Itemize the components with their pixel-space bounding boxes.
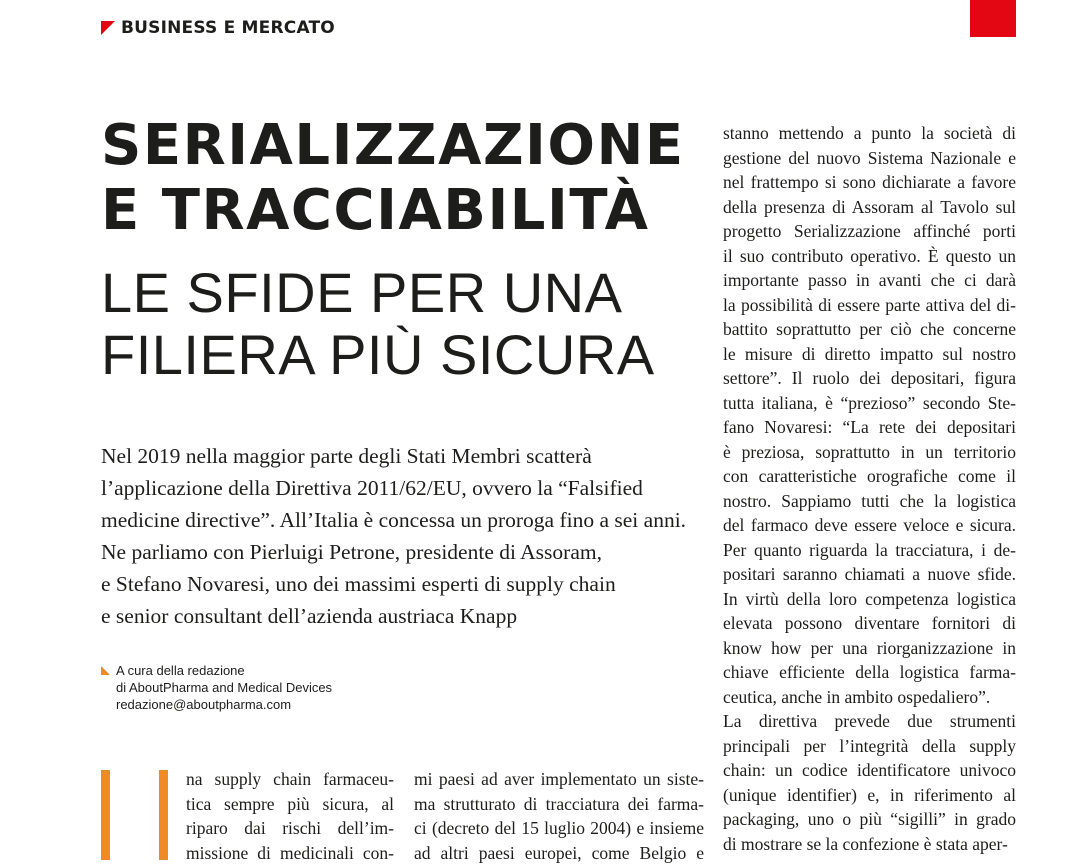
body-line: ceutica, anche in ambito ospedaliero”. bbox=[723, 685, 1016, 710]
body-line: chiave efficiente della logistica farma- bbox=[723, 660, 1016, 685]
body-line: principali per l’integrità della supply bbox=[723, 734, 1016, 759]
lead-line: Ne parliamo con Pierluigi Petrone, presidente di Assoram, bbox=[101, 536, 701, 568]
body-line: na supply chain farmaceu- bbox=[186, 767, 394, 792]
body-line: il suo contributo operativo. È questo un bbox=[723, 244, 1016, 269]
body-line: La direttiva prevede due strumenti bbox=[723, 709, 1016, 734]
body-line: tutta italiana, è “prezioso” secondo Ste- bbox=[723, 391, 1016, 416]
title-line: E TRACCIABILITÀ bbox=[101, 178, 685, 243]
corner-color-block bbox=[970, 0, 1016, 37]
body-line: della presenza di Assoram al Tavolo sul bbox=[723, 195, 1016, 220]
drop-cap-stroke bbox=[101, 770, 110, 860]
body-line: del farmaco deve essere veloce e sicura. bbox=[723, 513, 1016, 538]
author-credits bbox=[101, 662, 332, 713]
body-column-3 bbox=[723, 121, 1016, 856]
body-line: le misure di diretto impatto sul nostro bbox=[723, 342, 1016, 367]
body-line: packaging, uno o più “sigilli” in grado bbox=[723, 807, 1016, 832]
subtitle-line: LE SFIDE PER UNA bbox=[101, 262, 655, 324]
body-column-1 bbox=[186, 767, 394, 865]
body-line: ad altri paesi europei, come Belgio e bbox=[414, 841, 704, 865]
article-title bbox=[101, 113, 685, 243]
section-marker-icon bbox=[101, 21, 115, 35]
body-line: di mostrare se la confezione è stata aper- bbox=[723, 832, 1016, 857]
body-line: riparo dai rischi dell’im- bbox=[186, 816, 394, 841]
body-line: la possibilità di essere parte attiva del di- bbox=[723, 293, 1016, 318]
body-line: battito soprattutto per ciò che concerne bbox=[723, 317, 1016, 342]
body-line: stanno mettendo a punto la società di bbox=[723, 121, 1016, 146]
credit-email: redazione@aboutpharma.com bbox=[101, 696, 332, 713]
body-line: fano Novaresi: “La rete dei depositari bbox=[723, 415, 1016, 440]
body-line: progetto Serializzazione affinché porti bbox=[723, 219, 1016, 244]
lead-line: Nel 2019 nella maggior parte degli Stati Membri scatterà bbox=[101, 440, 701, 472]
body-line: nel frattempo si sono dichiarate a favore bbox=[723, 170, 1016, 195]
body-line: con caratteristiche orografiche come il bbox=[723, 464, 1016, 489]
article-lead bbox=[101, 440, 701, 632]
subtitle-line: FILIERA PIÙ SICURA bbox=[101, 324, 655, 386]
body-line: elevata possono diventare fornitori di bbox=[723, 611, 1016, 636]
lead-line: medicine directive”. All’Italia è concessa un proroga fino a sei anni. bbox=[101, 504, 701, 536]
title-line: SERIALIZZAZIONE bbox=[101, 113, 685, 178]
body-line: positari saranno chiamati a nuove sfide. bbox=[723, 562, 1016, 587]
body-line: ma strutturato di tracciatura dei farma- bbox=[414, 792, 704, 817]
body-line: In virtù della loro competenza logistica bbox=[723, 587, 1016, 612]
body-line: ci (decreto del 15 luglio 2004) e insieme bbox=[414, 816, 704, 841]
body-line: settore”. Il ruolo dei depositari, figura bbox=[723, 366, 1016, 391]
drop-cap-stroke bbox=[159, 770, 168, 860]
section-header bbox=[101, 17, 335, 39]
body-line: importante passo in avanti che ci darà bbox=[723, 268, 1016, 293]
lead-line: e senior consultant dell’azienda austriaca Knapp bbox=[101, 600, 701, 632]
credit-line: di AboutPharma and Medical Devices bbox=[101, 679, 332, 696]
body-line: tica sempre più sicura, al bbox=[186, 792, 394, 817]
credit-line bbox=[101, 662, 332, 679]
section-title: BUSINESS E MERCATO bbox=[121, 18, 335, 38]
article-subtitle bbox=[101, 262, 655, 386]
body-column-2 bbox=[414, 767, 704, 865]
lead-line: l’applicazione della Direttiva 2011/62/EU, ovvero la “Falsified bbox=[101, 472, 701, 504]
credit-text: A cura della redazione bbox=[116, 663, 245, 678]
body-line: (unique identifier) e, in riferimento al bbox=[723, 783, 1016, 808]
body-line: nostro. Sappiamo tutti che la logistica bbox=[723, 489, 1016, 514]
body-line: gestione del nuovo Sistema Nazionale e bbox=[723, 146, 1016, 171]
lead-line: e Stefano Novaresi, uno dei massimi esperti di supply chain bbox=[101, 568, 701, 600]
body-line: chain: un codice identificatore univoco bbox=[723, 758, 1016, 783]
credit-marker-icon bbox=[101, 666, 110, 675]
body-line: è preziosa, soprattutto in un territorio bbox=[723, 440, 1016, 465]
body-line: mi paesi ad aver implementato un siste- bbox=[414, 767, 704, 792]
body-line: Per quanto riguarda la tracciatura, i de- bbox=[723, 538, 1016, 563]
body-line: know how per una riorganizzazione in bbox=[723, 636, 1016, 661]
body-line: missione di medicinali con- bbox=[186, 841, 394, 865]
